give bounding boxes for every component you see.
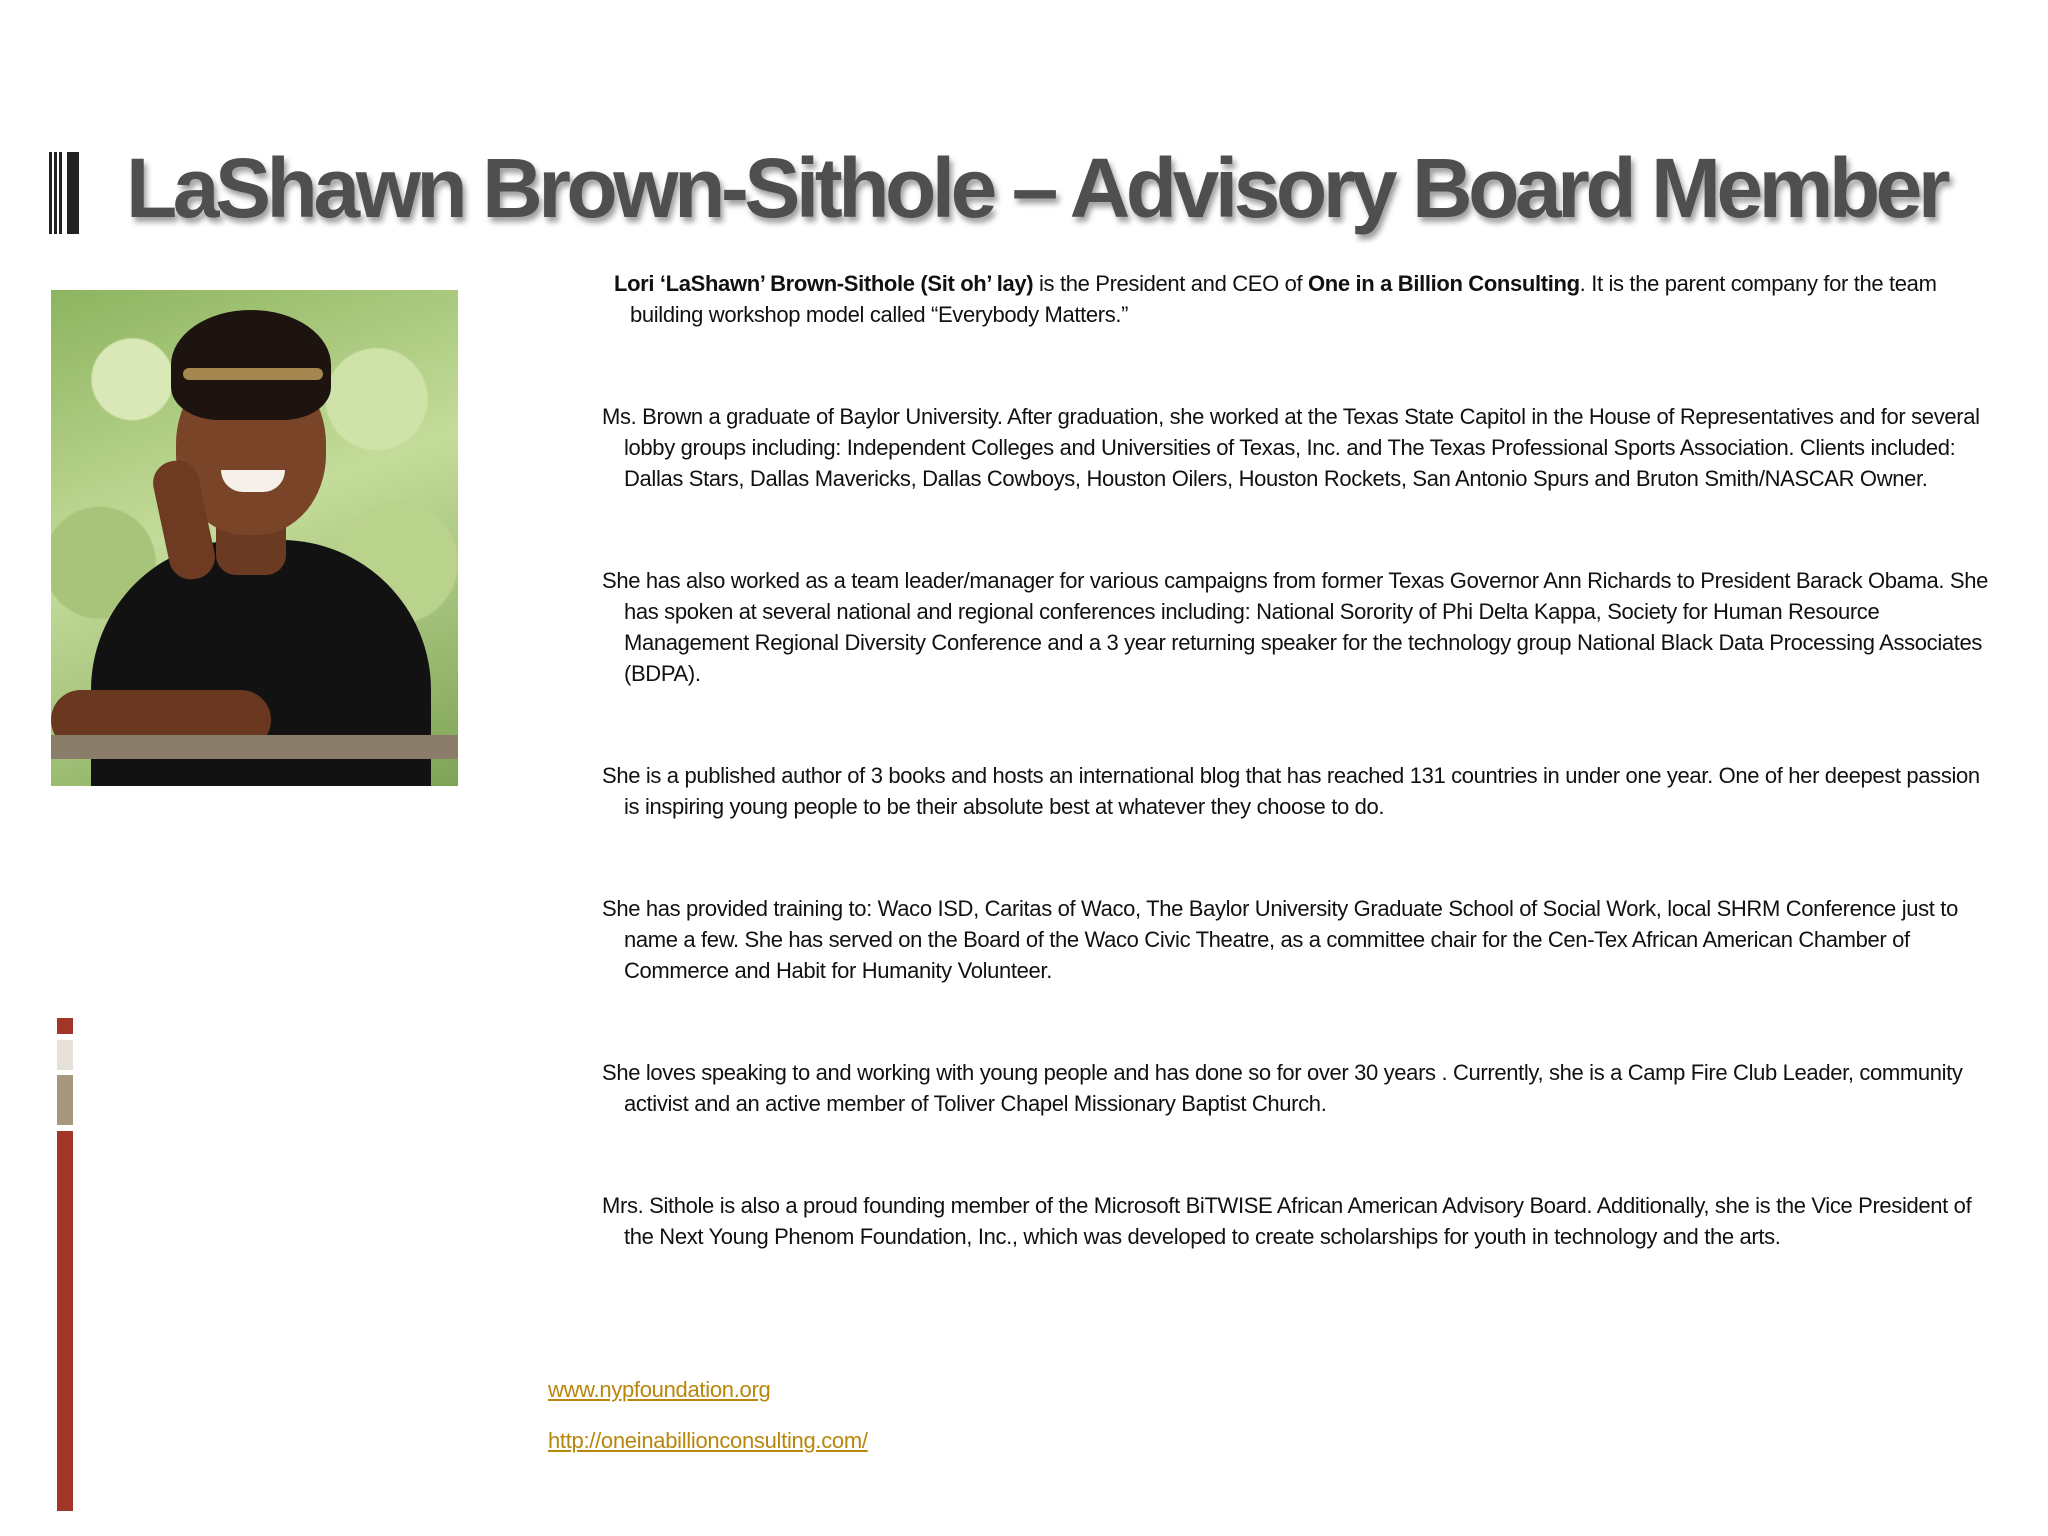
- bio-paragraph: Ms. Brown a graduate of Baylor University. After graduation, she worked at the Texas State Capitol in the House of Representatives and for several lobby groups including: Independent Colleges and Universities of Texas, Inc. and The Texas Professional Sports Association. Clients included: Dallas Stars, Dallas Mavericks, Dallas Cowboys, Houston Oilers, Houston Rockets, San Antonio Spurs and Bruton Smith/NASCAR Owner.: [602, 404, 1980, 491]
- bio-paragraph: Lori ‘LaShawn’ Brown-Sithole (Sit oh’ lay) is the President and CEO of One in a Billion Consulting. It is the parent company for the team building workshop model called “Everybody Matters.”: [614, 271, 1937, 327]
- one-in-a-billion-link[interactable]: http://oneinabillionconsulting.com/: [548, 1428, 868, 1453]
- bio-paragraph: She loves speaking to and working with young people and has done so for over 30 years . Currently, she is a Camp Fire Club Leader, community activist and an active member of Toliver Chapel Missionary Baptist Church.: [602, 1060, 1963, 1116]
- company-name: One in a Billion Consulting: [1308, 271, 1580, 296]
- accent-bar-segment: [57, 1018, 73, 1034]
- accent-bar-segment: [57, 1131, 73, 1511]
- bio-paragraph: She has also worked as a team leader/manager for various campaigns from former Texas Governor Ann Richards to President Barack Obama. She has spoken at several national and regional conferences including: National Sorority of Phi Delta Kappa, Society for Human Resource Management Regional Diversity Conference and a 3 year returning speaker for the technology group National Black Data Processing Associates (BDPA).: [602, 568, 1989, 686]
- title-decoration: [49, 152, 81, 234]
- slide-title: LaShawn Brown-Sithole – Advisory Board Member: [126, 141, 1947, 235]
- links-section: [548, 1374, 868, 1456]
- bio-name: Lori ‘LaShawn’ Brown-Sithole (Sit oh’ lay): [614, 271, 1034, 296]
- bio-content: [602, 268, 1998, 1252]
- portrait-photo: [51, 290, 458, 786]
- bio-paragraph: She is a published author of 3 books and hosts an international blog that has reached 131 countries in under one year. One of her deepest passion is inspiring young people to be their absolute best at whatever they choose to do.: [602, 763, 1980, 819]
- accent-bar-segment: [57, 1075, 73, 1125]
- nypfoundation-link[interactable]: www.nypfoundation.org: [548, 1377, 771, 1402]
- accent-bar-segment: [57, 1040, 73, 1070]
- bio-paragraph: Mrs. Sithole is also a proud founding member of the Microsoft BiTWISE African American Advisory Board. Additionally, she is the Vice President of the Next Young Phenom Foundation, Inc., which was developed to create scholarships for youth in technology and the arts.: [602, 1193, 1972, 1249]
- bio-paragraph: She has provided training to: Waco ISD, Caritas of Waco, The Baylor University Graduate School of Social Work, local SHRM Conference just to name a few. She has served on the Board of the Waco Civic Theatre, as a committee chair for the Cen-Tex African American Chamber of Commerce and Habit for Humanity Volunteer.: [602, 896, 1958, 983]
